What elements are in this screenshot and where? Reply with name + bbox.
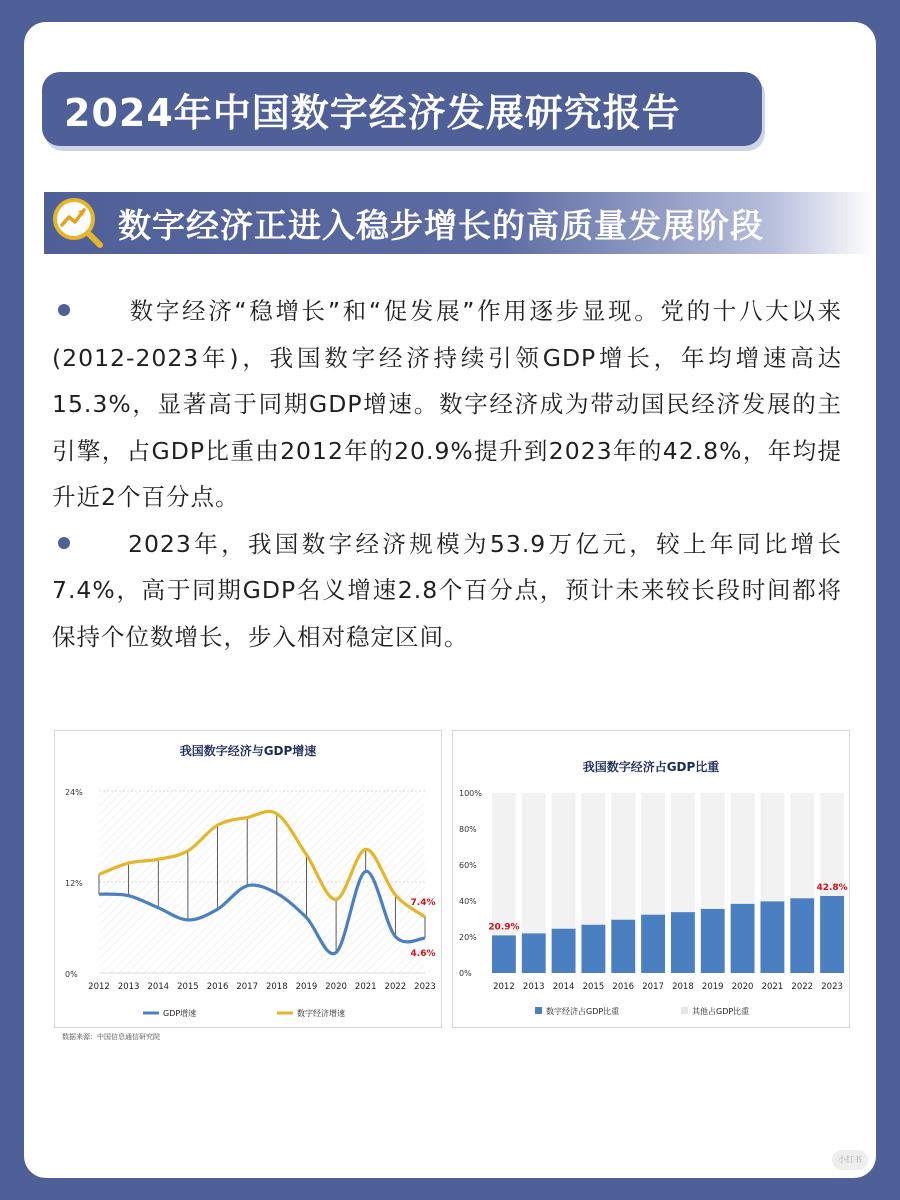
chart2-x-tick-label: 2016: [612, 982, 635, 992]
watermark-logo: 小红书: [832, 1150, 868, 1170]
chart1-x-tick-label: 2023: [414, 982, 436, 992]
chart1-x-tick-label: 2017: [236, 982, 259, 992]
chart2-legend-label-rest: 其他占GDP比重: [692, 1007, 750, 1016]
growth-line-chart-svg: [55, 731, 441, 1027]
chart2-bar-digital: [552, 929, 576, 973]
chart1-data-label: 4.6%: [410, 949, 436, 960]
chart2-bar-digital: [641, 915, 665, 973]
share-bar-chart-svg: [453, 731, 849, 1027]
chart1-x-tick-label: 2012: [88, 982, 110, 992]
chart2-x-tick-label: 2019: [701, 982, 724, 992]
chart2-y-tick-label: 100%: [459, 789, 482, 798]
chart2-bar-digital: [581, 925, 605, 973]
subtitle-banner: [44, 192, 874, 254]
chart2-data-label: 42.8%: [816, 882, 848, 893]
bullet-dot: [58, 304, 70, 316]
chart2-x-tick-label: 2023: [821, 982, 843, 992]
paragraph-1: [52, 288, 842, 521]
growth-line-chart: [54, 730, 442, 1028]
chart1-legend-label-digital: 数字经济增速: [297, 1009, 345, 1018]
share-bar-chart: [452, 730, 850, 1028]
chart2-bar-digital: [820, 896, 844, 973]
chart2-bar-rest: [790, 793, 814, 898]
chart1-x-tick-label: 2022: [384, 982, 407, 992]
chart1-x-tick-label: 2014: [147, 982, 170, 992]
chart2-bar-rest: [641, 793, 665, 915]
chart2-x-tick-label: 2018: [672, 982, 694, 992]
bullet-dot: [58, 537, 70, 549]
chart1-x-tick-label: 2018: [265, 982, 288, 992]
paragraph-1-text: 数字经济“稳增长”和“促发展”作用逐步显现。党的十八大以来(2012-2023年)，我国数字经济持续引领GDP增长，年均增速高达15.3%，显著高于同期GDP增速。数字经济成为带动国民经济发展的主引擎，占GDP比重由2012年的20.9%提升到2023年的42.8%，年均提升近2个百分点。: [52, 297, 842, 511]
chart1-y-tick-label: 12%: [65, 879, 83, 888]
chart2-bar-digital: [671, 912, 695, 973]
magnifier-chart-icon: [50, 195, 106, 251]
chart2-bar-rest: [492, 793, 516, 935]
chart2-bar-rest: [611, 793, 635, 920]
page-title: 2024年中国数字经济发展研究报告: [64, 90, 681, 135]
chart2-legend-swatch-rest: [681, 1007, 688, 1014]
report-card: [24, 22, 876, 1178]
chart2-bar-rest: [522, 793, 546, 933]
chart2-x-tick-label: 2017: [642, 982, 664, 992]
chart1-data-label: 7.4%: [410, 897, 436, 908]
chart1-y-tick-label: 0%: [65, 970, 78, 979]
section-heading: 数字经济正进入稳步增长的高质量发展阶段: [118, 205, 764, 245]
chart2-bar-rest: [701, 793, 725, 909]
chart2-data-label: 20.9%: [488, 922, 520, 933]
chart2-x-tick-label: 2015: [582, 982, 605, 992]
chart2-bar-rest: [760, 793, 784, 901]
chart1-y-tick-label: 24%: [65, 788, 83, 797]
chart2-bar-digital: [522, 933, 546, 973]
chart2-x-tick-label: 2012: [493, 982, 515, 992]
chart1-x-tick-label: 2020: [325, 982, 347, 992]
chart2-x-tick-label: 2014: [552, 982, 575, 992]
chart1-title: 我国数字经济与GDP增速: [179, 744, 317, 758]
chart2-bar-rest: [552, 793, 576, 929]
chart2-bar-rest: [671, 793, 695, 912]
chart2-legend-swatch-digital: [535, 1007, 542, 1014]
chart2-legend-label-digital: 数字经济占GDP比重: [546, 1007, 620, 1016]
chart1-x-tick-label: 2013: [117, 982, 140, 992]
chart2-x-tick-label: 2020: [731, 982, 754, 992]
chart2-bar-rest: [581, 793, 605, 925]
chart2-x-tick-label: 2021: [761, 982, 784, 992]
chart2-title: 我国数字经济占GDP比重: [582, 760, 720, 774]
chart2-y-tick-label: 40%: [459, 897, 477, 906]
paragraph-2-text: 2023年，我国数字经济规模为53.9万亿元，较上年同比增长7.4%，高于同期GDP名义增速2.8个百分点，预计未来较长段时间都将保持个位数增长，步入相对稳定区间。: [52, 529, 842, 651]
chart2-bar-rest: [820, 793, 844, 896]
chart2-bar-digital: [790, 898, 814, 973]
chart2-bar-digital: [492, 935, 516, 973]
chart1-x-tick-label: 2016: [206, 982, 229, 992]
chart1-plot-background: [99, 787, 425, 973]
chart1-x-tick-label: 2019: [295, 982, 318, 992]
data-source-note: 数据来源：中国信息通信研究院: [62, 1033, 160, 1041]
chart1-legend-label-gdp: GDP增速: [163, 1009, 197, 1018]
chart2-bar-rest: [731, 793, 755, 904]
title-banner: [42, 72, 762, 146]
chart2-y-tick-label: 20%: [459, 933, 477, 942]
chart1-x-tick-label: 2021: [354, 982, 377, 992]
chart2-bar-digital: [611, 920, 635, 973]
chart2-x-tick-label: 2013: [522, 982, 545, 992]
body-text: [52, 288, 842, 660]
chart2-bar-digital: [731, 904, 755, 973]
chart2-x-tick-label: 2022: [791, 982, 814, 992]
chart1-x-tick-label: 2015: [177, 982, 199, 992]
paragraph-2: [52, 521, 842, 661]
chart2-y-tick-label: 0%: [459, 969, 472, 978]
chart2-y-tick-label: 60%: [459, 861, 477, 870]
chart2-bar-digital: [701, 909, 725, 973]
chart2-bar-digital: [760, 901, 784, 973]
chart2-y-tick-label: 80%: [459, 825, 477, 834]
